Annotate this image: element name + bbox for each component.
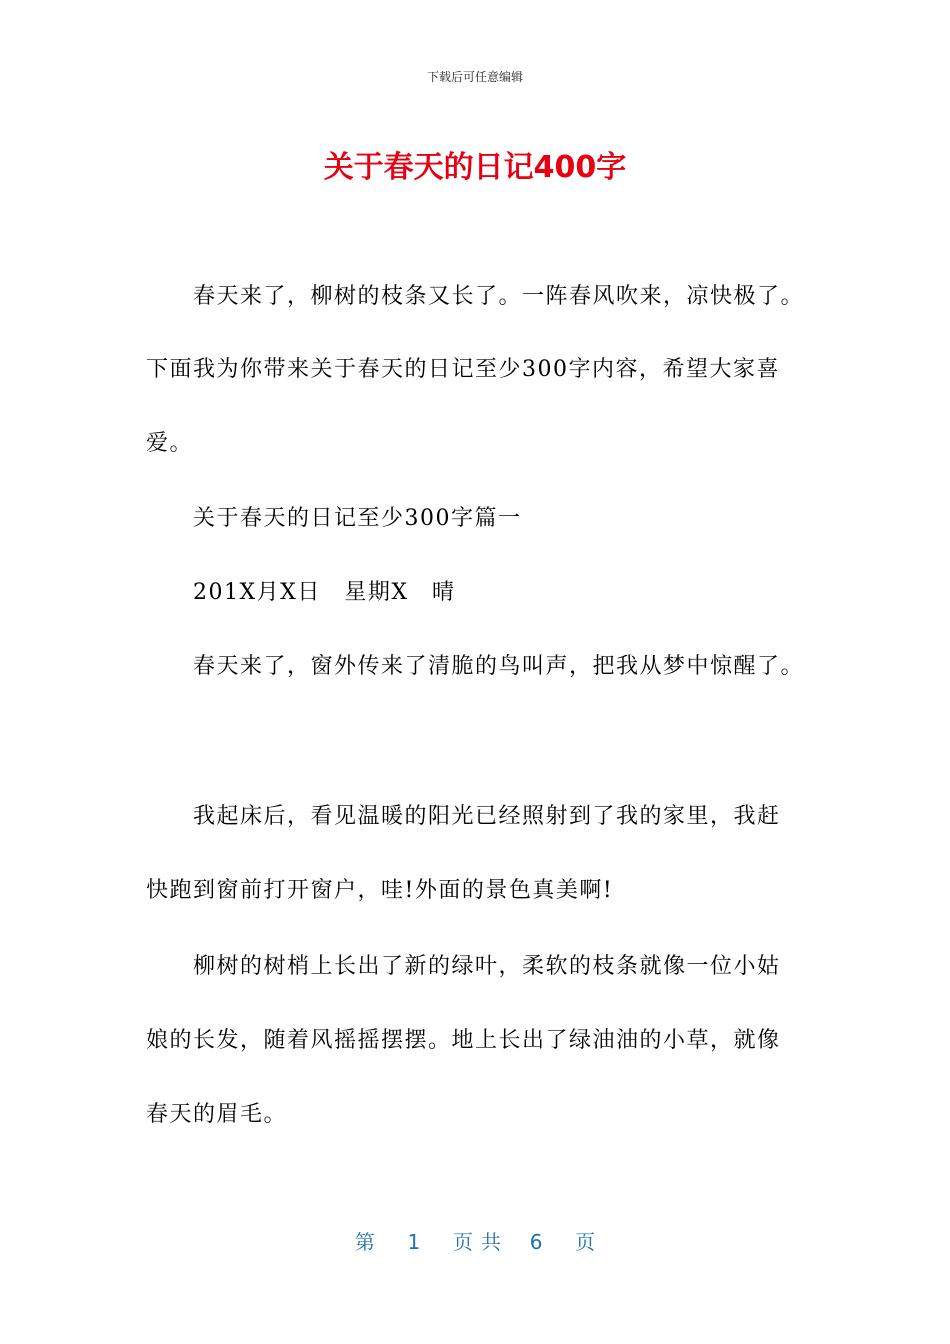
total-pages-number: 6 <box>529 1230 543 1254</box>
current-page-number: 1 <box>407 1230 421 1254</box>
paragraph-line: 我起床后，看见温暖的阳光已经照射到了我的家里，我赶 <box>193 804 781 829</box>
page-label-mid: 页共 <box>453 1230 509 1254</box>
date-line: 201X月X日 星期X 晴 <box>193 580 456 605</box>
paragraph-line: 春天来了，窗外传来了清脆的鸟叫声，把我从梦中惊醒了。 <box>193 654 805 679</box>
document-title: 关于春天的日记400字 <box>323 150 627 185</box>
section-heading: 关于春天的日记至少300字篇一 <box>193 506 522 531</box>
paragraph-line: 快跑到窗前打开窗户，哇!外面的景色真美啊! <box>146 878 614 903</box>
paragraph-line: 下面我为你带来关于春天的日记至少300字内容，希望大家喜 <box>146 357 780 382</box>
paragraph-line: 爱。 <box>146 431 194 456</box>
page-label-prefix: 第 <box>354 1230 375 1254</box>
paragraph-line: 春天的眉毛。 <box>146 1102 288 1127</box>
paragraph-line: 娘的长发，随着风摇摇摆摆。地上长出了绿油油的小草，就像 <box>146 1028 781 1053</box>
page-footer <box>0 1226 950 1255</box>
header-note: 下载后可任意编辑 <box>426 70 523 84</box>
paragraph-line: 春天来了，柳树的枝条又长了。一阵春风吹来，凉快极了。 <box>193 284 805 309</box>
page-label-suffix: 页 <box>575 1230 596 1254</box>
paragraph-line: 柳树的树梢上长出了新的绿叶，柔软的枝条就像一位小姑 <box>193 954 781 979</box>
